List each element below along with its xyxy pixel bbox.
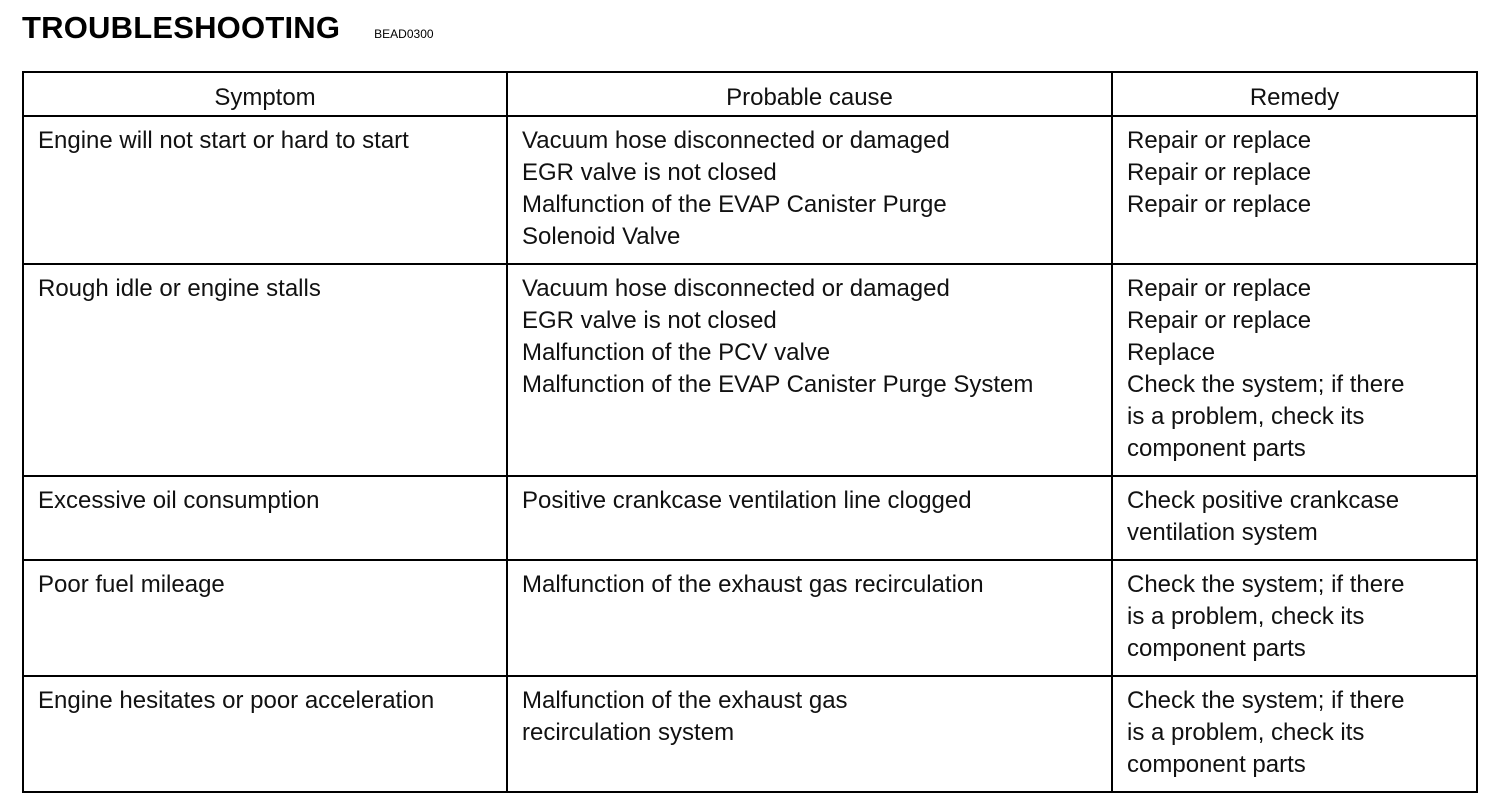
remedy-cell: [1112, 116, 1477, 264]
page-title: TROUBLESHOOTING: [22, 10, 341, 45]
symptom-text: Rough idle or engine stalls: [38, 275, 321, 302]
cause-cell: [507, 560, 1112, 676]
page-header: [22, 10, 434, 46]
remedy-line: Repair or replace: [1127, 159, 1312, 186]
symptom-cell: [23, 476, 507, 560]
cause-line: Malfunction of the EVAP Canister Purge: [522, 191, 947, 218]
cause-cell: [507, 116, 1112, 264]
column-header-symptom: Symptom: [23, 72, 507, 116]
table-header-row: [23, 72, 1477, 116]
table-row: [23, 264, 1477, 476]
remedy-line: Repair or replace: [1127, 191, 1312, 218]
remedy-line: ventilation system: [1127, 519, 1318, 546]
symptom-cell: [23, 116, 507, 264]
symptom-text: Poor fuel mileage: [38, 571, 225, 598]
symptom-text: Excessive oil consumption: [38, 487, 320, 514]
cause-line: Solenoid Valve: [522, 223, 681, 250]
cause-cell: [507, 676, 1112, 792]
remedy-cell: [1112, 676, 1477, 792]
remedy-line: Repair or replace: [1127, 127, 1312, 154]
table-row: [23, 476, 1477, 560]
cause-line: Malfunction of the PCV valve: [522, 339, 831, 366]
table-row: [23, 676, 1477, 792]
remedy-line: is a problem, check its: [1127, 603, 1365, 630]
symptom-cell: [23, 264, 507, 476]
troubleshooting-table: [22, 71, 1478, 793]
table-row: [23, 116, 1477, 264]
symptom-text: Engine hesitates or poor acceleration: [38, 687, 435, 714]
remedy-line: component parts: [1127, 435, 1306, 462]
remedy-line: Check the system; if there: [1127, 371, 1405, 398]
table-row: [23, 560, 1477, 676]
column-header-remedy: Remedy: [1112, 72, 1477, 116]
remedy-line: Replace: [1127, 339, 1216, 366]
cause-cell: [507, 476, 1112, 560]
cause-line: Vacuum hose disconnected or damaged: [522, 127, 950, 154]
remedy-line: Check the system; if there: [1127, 571, 1405, 598]
cause-line: Malfunction of the exhaust gas recirculation: [522, 571, 984, 598]
symptom-cell: [23, 676, 507, 792]
remedy-line: Repair or replace: [1127, 275, 1312, 302]
cause-cell: [507, 264, 1112, 476]
remedy-cell: [1112, 560, 1477, 676]
remedy-line: Repair or replace: [1127, 307, 1312, 334]
remedy-line: is a problem, check its: [1127, 403, 1365, 430]
cause-line: recirculation system: [522, 719, 735, 746]
remedy-line: Check positive crankcase: [1127, 487, 1400, 514]
cause-line: Vacuum hose disconnected or damaged: [522, 275, 950, 302]
remedy-cell: [1112, 264, 1477, 476]
remedy-cell: [1112, 476, 1477, 560]
remedy-line: Check the system; if there: [1127, 687, 1405, 714]
cause-line: EGR valve is not closed: [522, 159, 777, 186]
cause-line: Positive crankcase ventilation line clogged: [522, 487, 972, 514]
document-code: BEAD0300: [374, 27, 434, 41]
remedy-line: component parts: [1127, 635, 1306, 662]
cause-line: Malfunction of the EVAP Canister Purge System: [522, 371, 1034, 398]
cause-line: Malfunction of the exhaust gas: [522, 687, 848, 714]
remedy-line: component parts: [1127, 751, 1306, 778]
symptom-cell: [23, 560, 507, 676]
remedy-line: is a problem, check its: [1127, 719, 1365, 746]
cause-line: EGR valve is not closed: [522, 307, 777, 334]
column-header-probable-cause: Probable cause: [507, 72, 1112, 116]
symptom-text: Engine will not start or hard to start: [38, 127, 409, 154]
